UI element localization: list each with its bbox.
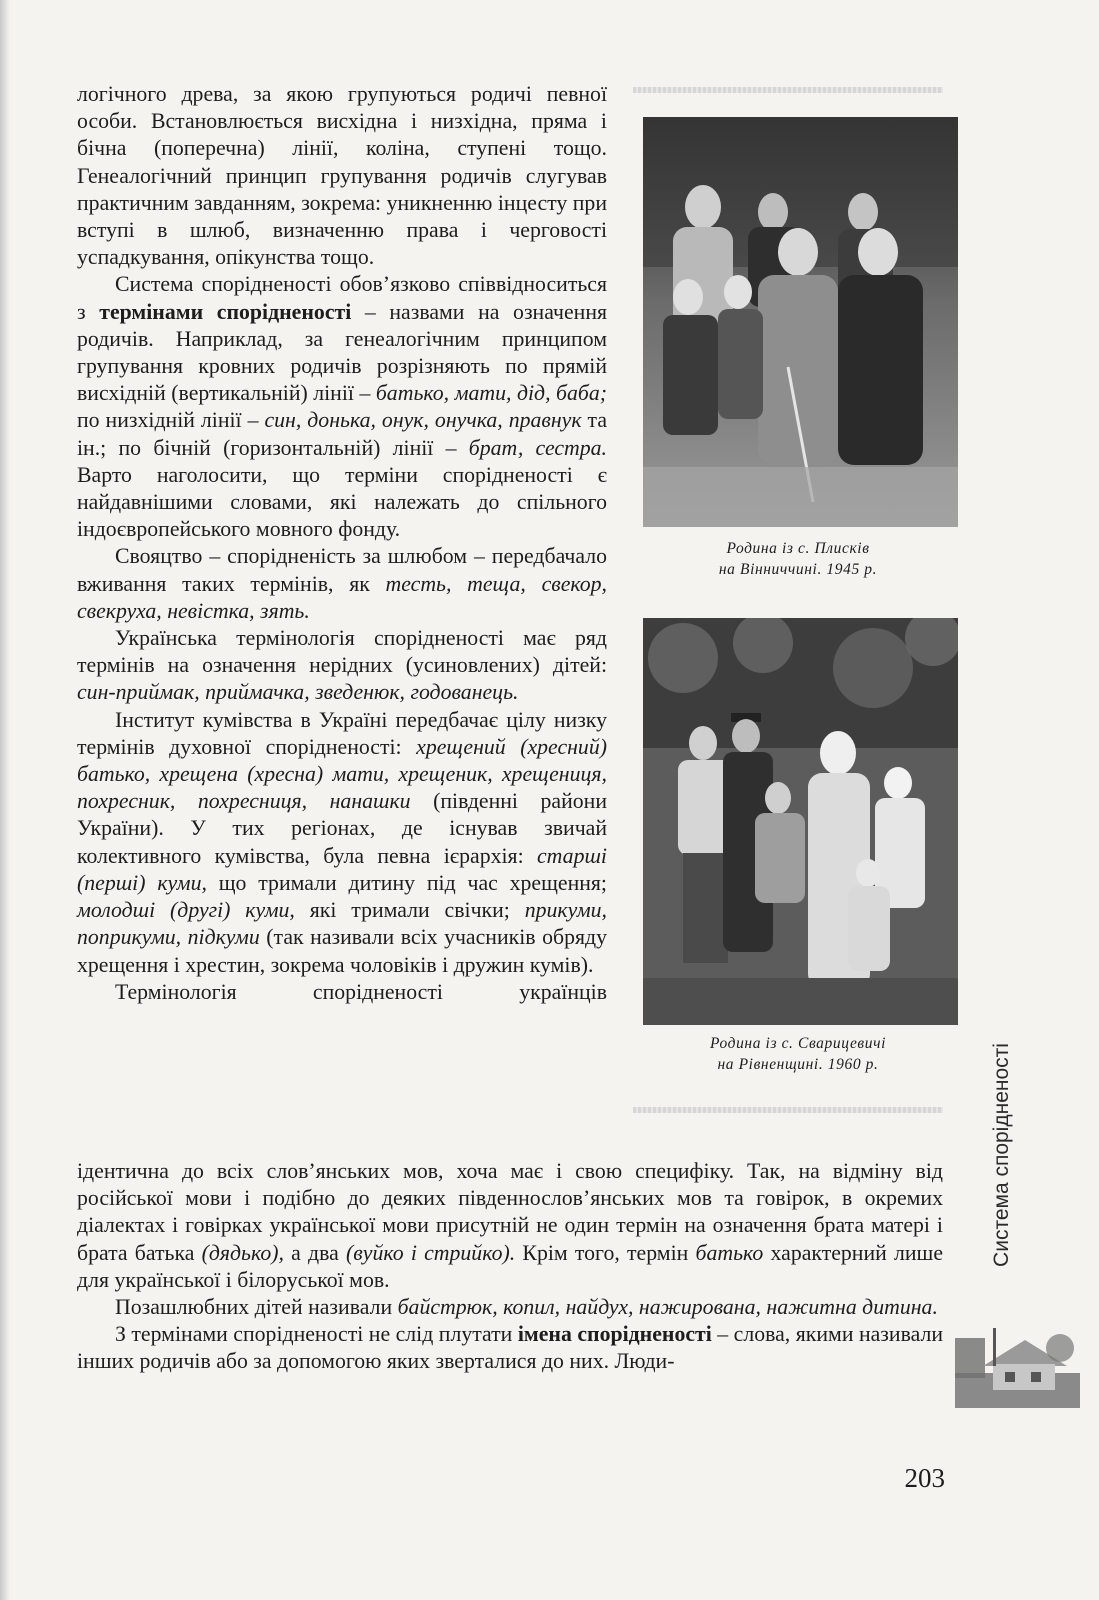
paragraph-8: З термінами спорідненості не слід плутати імена спорідненості – слова, якими називали інших родичів або за допомогою яких зверталися до них. Люди- [77, 1322, 943, 1374]
paragraph-2: Система спорідненості обов’язково співвідноситься з термінами спорідненості – назвами на означення родичів. Наприклад, за генеалогічним принципом групування кровних родичів розрізняють по прямій висхідній (вертикальній) лінії – батько, мати, дід, баба; по низхідній лінії – син, донька, онук, онучка, правнук та ін.; по бічній (горизонтальній) лінії – брат, сестра. Варто наголосити, що терміни спорідненості є найдавнішими словами, які належать до спільного індоєвропейського мовного фонду. [77, 272, 608, 542]
paragraph-1: логічного древа, за якою групуються родичі певної особи. Встановлюється висхідна і низхідна, пряма і бічна (поперечна) лінії, коліна, ступені тощо. Генеалогічний принцип групування родичів слугував практичним завданням, зокрема: уникненню інцесту при вступі в шлюб, визначенню права і черговості успадкування, опікунства тощо. [77, 82, 607, 270]
page-gutter-shadow [0, 0, 10, 1600]
family-photo-1945-image [643, 117, 958, 527]
paragraph-5: Інститут кумівства в Україні передбачає цілу низку термінів духовної спорідненості: хрещений (хресний) батько, хрещена (хресна) мати, хрещеник, хрещениця, похресник, похресниця, нанашки (південні райони України). У тих регіонах, де існував звичай колективного кумівства, була певна ієрархія: старші (перші) куми, що тримали дитину під час хрещення; молодші (другі) куми, які тримали свічки; прикуми, поприкуми, підкуми (так називали всіх учасників обряду хрещення і хрестин, зокрема чоловіків і дружин кумів). [77, 707, 607, 977]
family-photo-1960-image [643, 618, 958, 1025]
photo-1-caption-line-2: на Вінниччині. 1945 р. [718, 561, 878, 578]
paragraph-6-continued: ідентична до всіх слов’янських мов, хоча має і свою специфіку. Так, на відміну від російської мови і подібно до деяких південнослов’янських мов та говірок, в окремих діалектах і говірках української мови присутній не один термін на означення брата матері і брата батька (дядько), а два (вуйко і стрийко). Крім того, термін батько характерний лише для української і білоруської мов. [77, 1159, 943, 1292]
paragraph-3: Свояцтво – спорідненість за шлюбом – передбачало вживання таких термінів, як тесть, теща, свекор, свекруха, невістка, зять. [77, 544, 607, 623]
paragraph-4: Українська термінологія спорідненості має ряд термінів на означення нерідних (усиновлених) дітей: син-приймак, приймачка, зведенюк, годованець. [77, 626, 607, 705]
paragraph-7: Позашлюбних дітей називали байстрюк, копил, найдух, нажирована, нажитна дитина. [115, 1295, 938, 1320]
house-vignette-icon [955, 1318, 1080, 1408]
paragraph-6-start: Термінологія спорідненості українців [115, 979, 607, 1004]
photo-1-caption-line-1: Родина із с. Плисків [726, 540, 870, 557]
photo-2-caption-line-2: на Рівненщині. 1960 р. [717, 1056, 879, 1073]
photo-2-caption-line-1: Родина із с. Сварицевичі [709, 1035, 887, 1052]
page-number: 203 [904, 1463, 945, 1493]
left-column-text [77, 81, 607, 1006]
family-photo-1945 [643, 117, 958, 527]
family-photo-1960 [643, 618, 958, 1025]
bottom-decorative-rule [633, 1107, 943, 1113]
photo-1-caption [633, 538, 963, 580]
full-width-text [77, 1158, 943, 1376]
photo-2-caption [633, 1033, 963, 1075]
chapter-side-label: Система спорідненості [990, 1043, 1013, 1267]
top-decorative-rule [633, 87, 943, 93]
